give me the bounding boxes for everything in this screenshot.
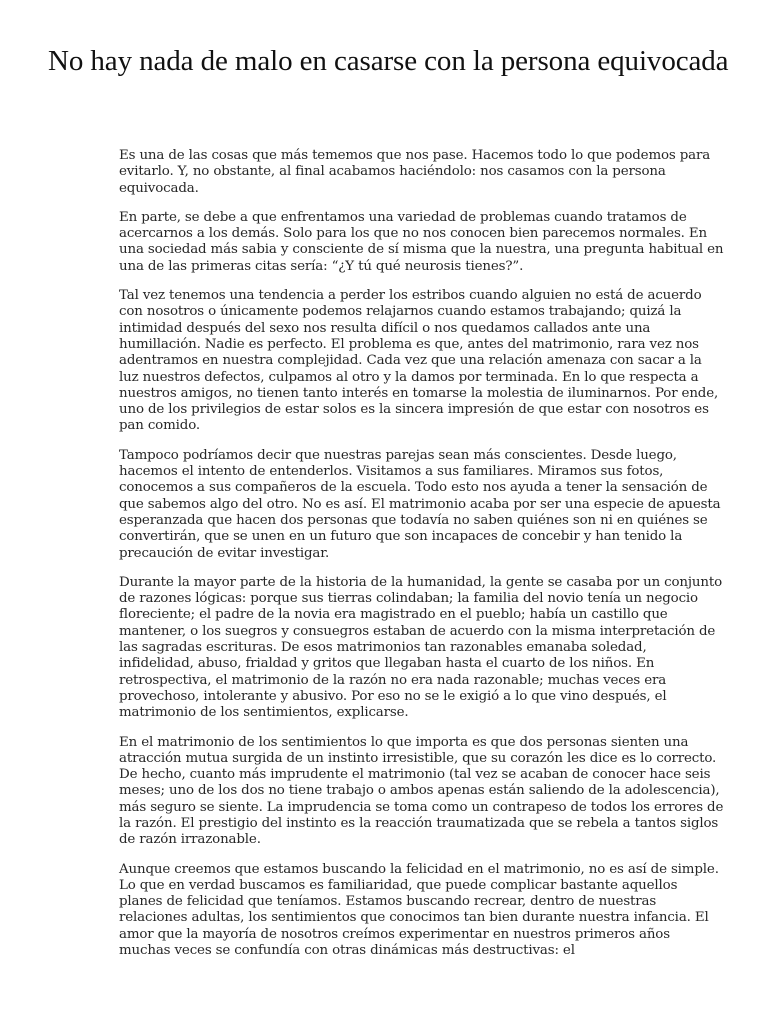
article-paragraph: Tal vez tenemos una tendencia a perder los estribos cuando alguien no está de acuerdo con nosotros o únicamente podemos relajarnos cuando estamos trabajando; quizá la intimidad después del sexo nos resulta difícil o nos quedamos callados ante una humillación. Nadie es perfecto. El problema es que, antes del matrimonio, rara vez nos adentramos en nuestra complejidad. Cada vez que una relación amenaza con sacar a la luz nuestros defectos, culpamos al otro y la damos por terminada. En lo que respecta a nuestros amigos, no tienen tanto interés en tomarse la molestia de iluminarnos. Por ende, uno de los privilegios de estar solos es la sincera impresión de que estar con nosotros es pan comido. — [119, 288, 719, 434]
article-title: No hay nada de malo en casarse con la persona equivocada — [48, 45, 729, 77]
article-paragraph: Aunque creemos que estamos buscando la felicidad en el matrimonio, no es así de simple. Lo que en verdad buscamos es familiaridad, que puede complicar bastante aquellos planes de felicidad que teníamos. Estamos buscando recrear, dentro de nuestras relaciones adultas, los sentimientos que conocimos tan bien durante nuestra infancia. El amor que la mayoría de nosotros creímos experimentar en nuestros primeros años muchas veces se confundía con otras dinámicas más destructivas: el — [119, 861, 719, 959]
article-paragraph: Durante la mayor parte de la historia de la humanidad, la gente se casaba por un conjunto de razones lógicas: porque sus tierras colindaban; la familia del novio tenía un negocio floreciente; el padre de la novia era magistrado en el pueblo; había un castillo que mantener, o los suegros y consuegros estaban de acuerdo con la misma interpretación de las sagradas escrituras. De esos matrimonios tan razonables emanaba soledad, infidelidad, abuso, frialdad y gritos que llegaban hasta el cuarto de los niños. En retrospectiva, el matrimonio de la razón no era nada razonable; muchas veces era provechoso, intolerante y abusivo. Por eso no se le exigió a lo que vino después, el matrimonio de los sentimientos, explicarse. — [119, 574, 722, 721]
article-paragraph: Tampoco podríamos decir que nuestras parejas sean más conscientes. Desde luego, hacemos el intento de entenderlos. Visitamos a sus familiares. Miramos sus fotos, conocemos a sus compañeros de la escuela. Todo esto nos ayuda a tener la sensación de que sabemos algo del otro. No es así. El matrimonio acaba por ser una especie de apuesta esperanzada que hacen dos personas que todavía no saben quiénes son ni en quiénes se convertirán, que se unen en un futuro que son incapaces de concebir y han tenido la precaución de evitar investigar. — [119, 447, 721, 561]
article-paragraph: En parte, se debe a que enfrentamos una variedad de problemas cuando tratamos de acercarnos a los demás. Solo para los que no nos conocen bien parecemos normales. En una sociedad más sabia y consciente de sí misma que la nuestra, una pregunta habitual en una de las primeras citas sería: “¿Y tú qué neurosis tienes?”. — [119, 209, 724, 274]
article-body — [119, 148, 724, 972]
article-paragraph: En el matrimonio de los sentimientos lo que importa es que dos personas sienten una atracción mutua surgida de un instinto irresistible, que su corazón les dice es lo correcto. De hecho, cuanto más imprudente el matrimonio (tal vez se acaban de conocer hace seis meses; uno de los dos no tiene trabajo o ambos apenas están saliendo de la adolescencia), más seguro se siente. La imprudencia se toma como un contrapeso de todos los errores de la razón. El prestigio del instinto es la reacción traumatizada que se rebela a tantos siglos de razón irrazonable. — [119, 734, 724, 848]
article-paragraph: Es una de las cosas que más tememos que nos pase. Hacemos todo lo que podemos para evitarlo. Y, no obstante, al final acabamos haciéndolo: nos casamos con la persona equivocada. — [119, 148, 711, 196]
